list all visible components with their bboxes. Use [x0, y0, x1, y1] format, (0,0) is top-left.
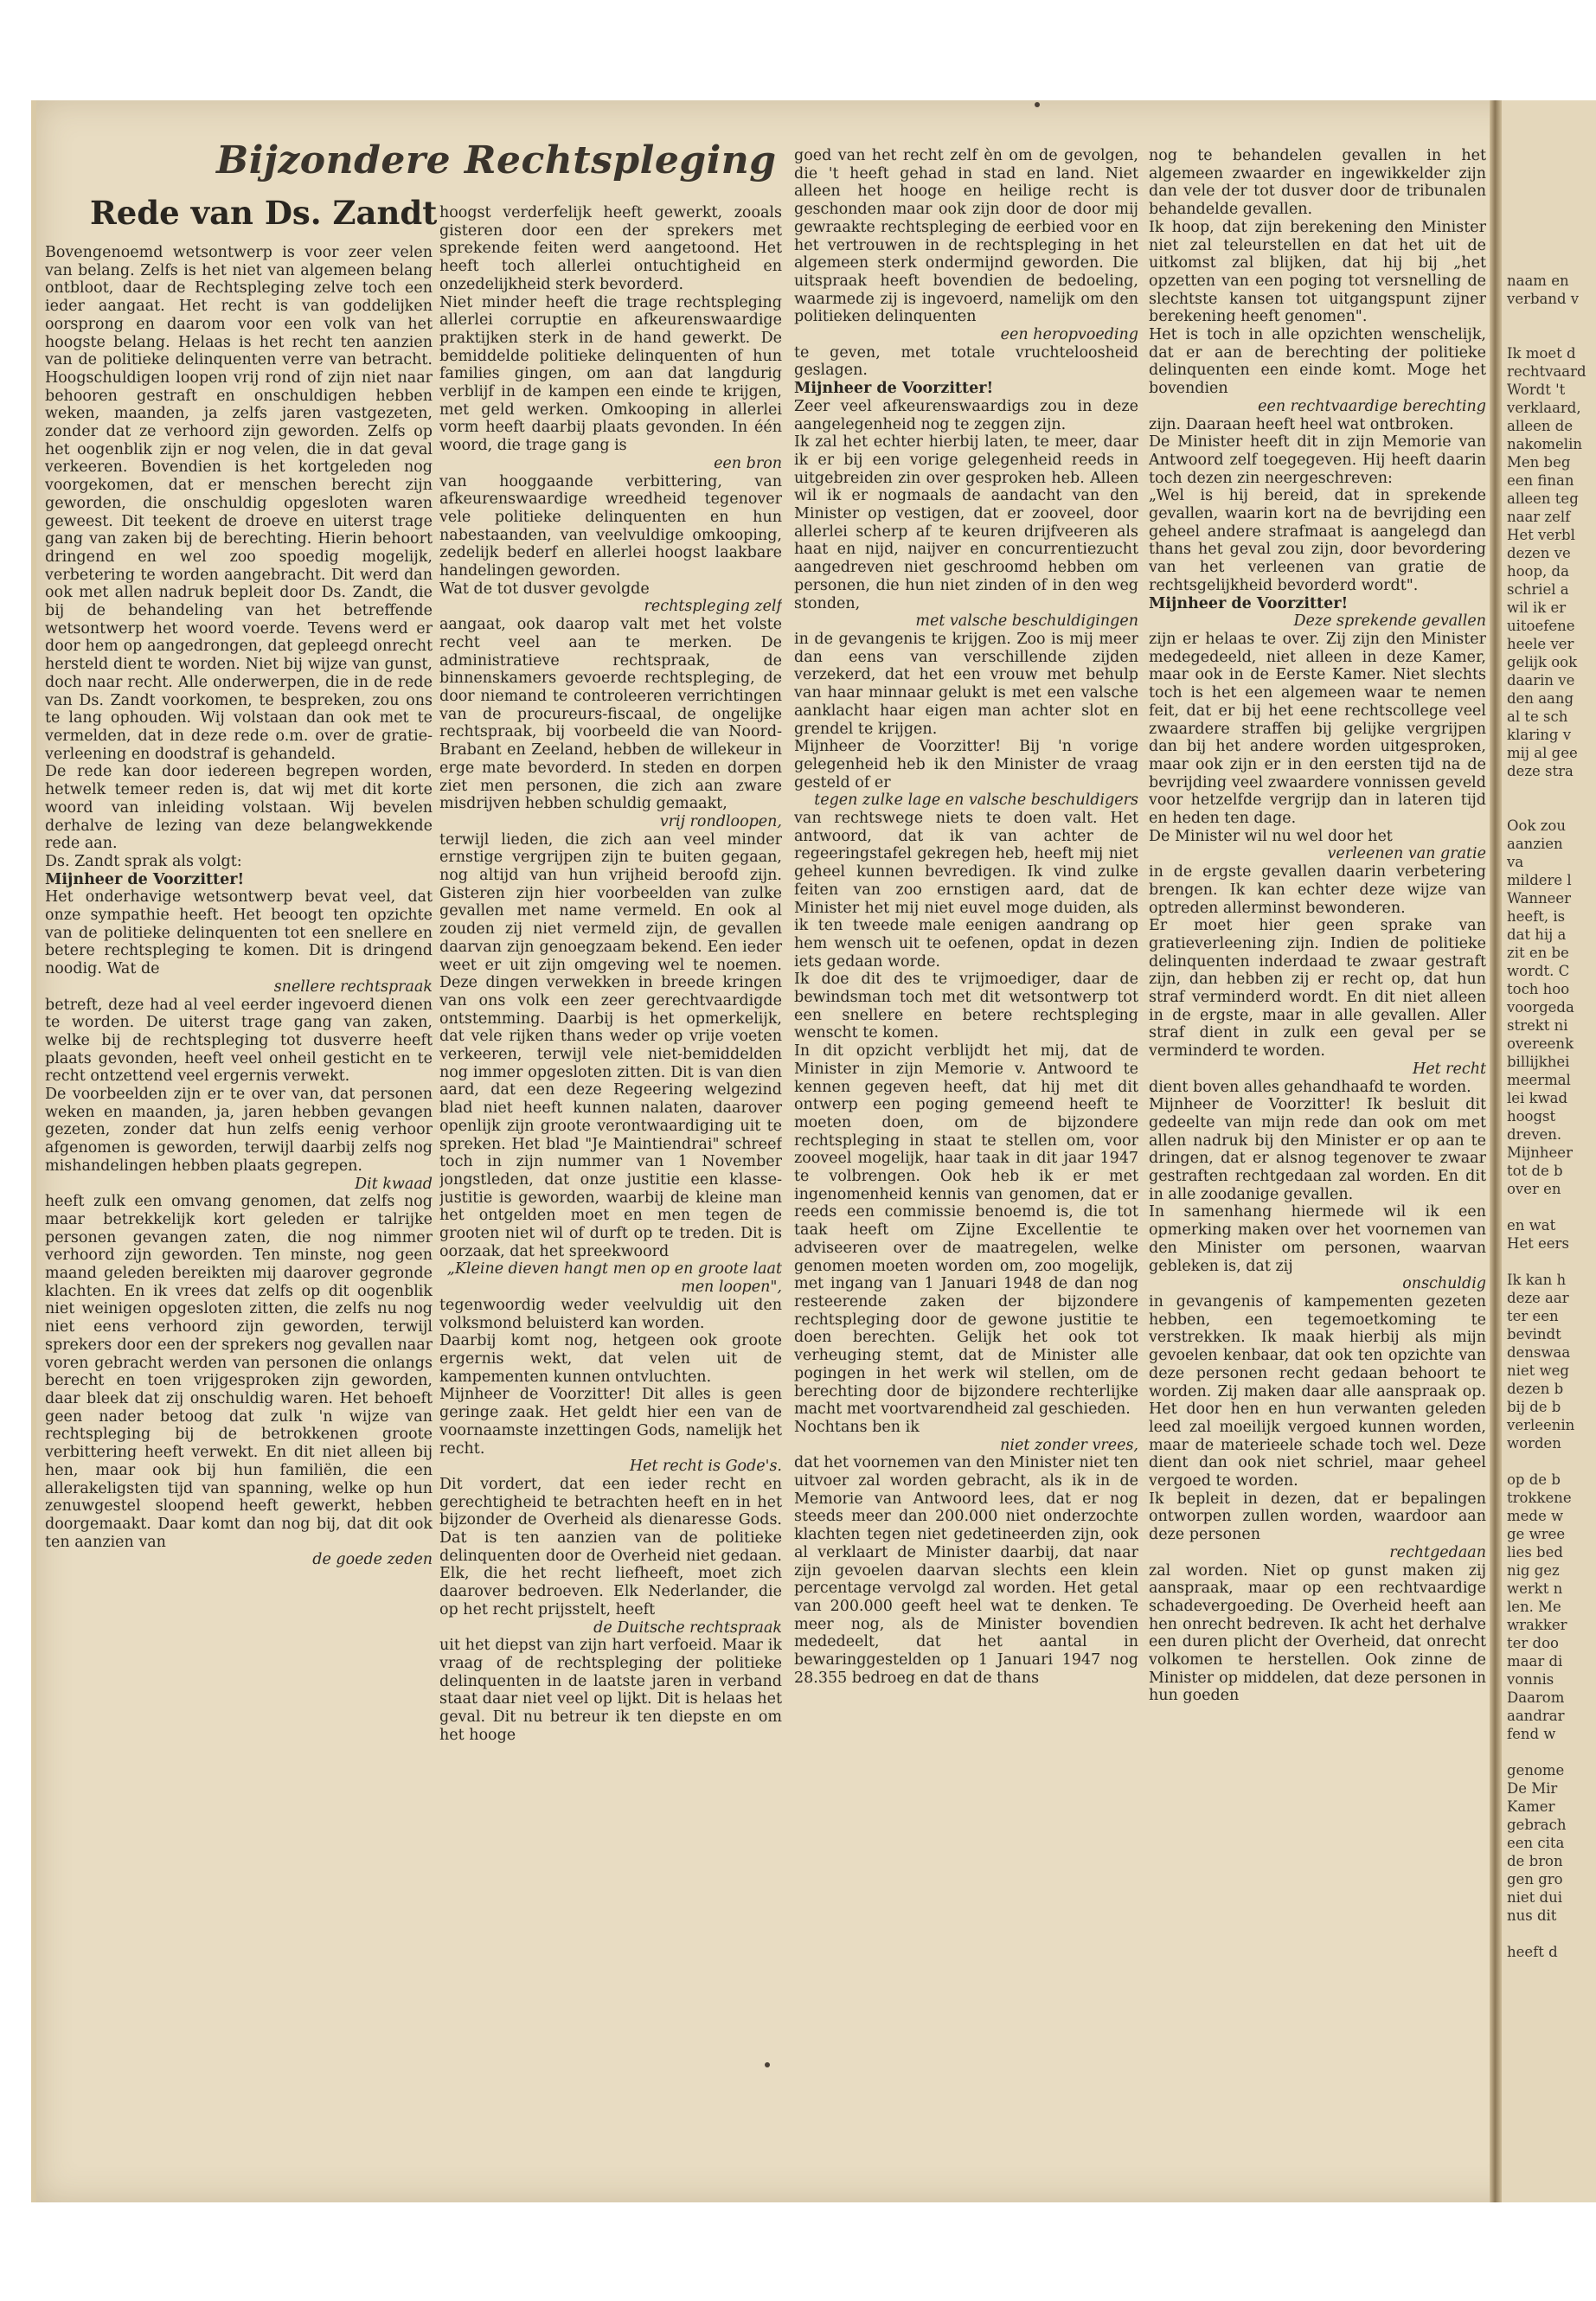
paragraph: Dit vordert, dat een ieder recht en gerechtigheid te betrachten heeft en in het bijzonder de Overheid als dienaresse Gods. Dat is ten aanzien van de politieke delinquenten door de Overheid niet gedaan. Elk, die het recht liefheeft, moet zich daarover bedroeven. Elk Nederlander, die op het recht prijsstelt, heeft — [439, 1475, 782, 1618]
adjacent-page-line: Ik moet d — [1507, 345, 1576, 362]
adjacent-page-line: toch hoo — [1507, 981, 1570, 997]
paragraph: van hooggaande verbittering, van afkeurenswaardige wreedheid tegenover vele politieke delinquenten en hun nabestaanden, van veelvuldige omkooping, zedelijk bederf en allerlei hoogst laakbare handelingen geworden. — [439, 472, 782, 580]
paragraph: Er moet hier geen sprake van gratieverleening zijn. Indien de politieke delinquenten inderdaad te zwaar gestraft zijn, dan hebben zij er recht op, dat hun straf verminderd wordt. En dit niet alleen in de ergste, maar in alle gevallen. Aller straf dient in zulk een geval per se verminderd te worden. — [1149, 917, 1486, 1061]
paragraph: In dit opzicht verblijdt het mij, dat de Minister in zijn Memorie v. Antwoord te kennen gegeven heeft, dat hij met dit ontwerp een poging gemeend heeft te moeten doen, om de bijzondere rechtspleging in staat te stellen om, voor zooveel mogelijk, haar taak in dit jaar 1947 te volbrengen. Ook heb ik er met ingenomenheid kennis van genomen, dat er reeds een commissie benoemd is, die tot taak heeft om Zijne Excellentie te adviseeren over de maatregelen, welke genomen moeten worden om, zoo mogelijk, met ingang van 1 Januari 1948 de dan nog resteerende zaken der bijzondere rechtspleging door de gewone justitie te doen berechten. Gelijk het ook tot verheuging stemt, dat de Minister alle pogingen in het werk wil stellen, om de berechting door de bijzondere rechterlijke macht met voortvarendheid zal geschieden. — [794, 1042, 1138, 1419]
paragraph: De voorbeelden zijn er te over van, dat personen weken en maanden, ja, jaren hebben gevangen gezeten, zonder dat hun zelfs eenig verhoor afgenomen is geworden, terwijl daarbij zelfs nog mishandelingen hebben plaats gegrepen. — [45, 1086, 433, 1175]
adjacent-page-line: ter doo — [1507, 1635, 1559, 1651]
paragraph: Mijnheer de Voorzitter! Ik besluit dit gedeelte van mijn rede dan ook om met allen nadruk bij den Minister er op aan te dringen, dat er alsnog tegenover te zwaar gestraften rechtgedaan zal worden. En dit in alle zoodanige gevallen. — [1149, 1096, 1486, 1203]
adjacent-page-line: mildere l — [1507, 872, 1572, 888]
column-4 — [1149, 147, 1486, 1705]
adjacent-page-line: deze aar — [1507, 1290, 1569, 1306]
adjacent-page-line: va — [1507, 854, 1524, 870]
subheading: „Kleine dieven hangt men op en groote laat men loopen", — [446, 1260, 782, 1297]
paragraph: Mijnheer de Voorzitter! — [45, 870, 245, 888]
paragraph: van rechtswege niets te doen valt. Het antwoord, dat ik van achter de regeeringstafel gekregen heb, heeft mij niet geheel kunnen bevredigen. Ik vind zulke feiten van zoo ernstigen aard, dat de Minister het mij niet euvel moge duiden, als ik ten tweede male eenigen aandrang op hem wensch uit te oefenen, opdat in dezen iets gedaan worde. — [794, 810, 1138, 971]
adjacent-page-line: Het verbl — [1507, 527, 1575, 543]
adjacent-page-line: schriel a — [1507, 581, 1569, 598]
paragraph: De Minister heeft dit in zijn Memorie van Antwoord zelf toegegeven. Hij heeft daarin toch dezen zin neergeschreven: — [1149, 433, 1486, 487]
paragraph: Het is toch in alle opzichten wenschelijk, dat er aan de berechting der politieke delinquenten een einde komt. Moge het bovendien — [1149, 326, 1486, 398]
subheading: Deze sprekende gevallen — [1293, 612, 1486, 631]
adjacent-page-line: wil ik er — [1507, 599, 1567, 616]
paragraph: in de ergste gevallen daarin verbetering brengen. Ik kan echter deze wijze van optreden allerminst bewonderen. — [1149, 863, 1486, 917]
adjacent-page-text — [1502, 100, 1596, 1961]
adjacent-page-line: maar di — [1507, 1653, 1563, 1670]
subheading: rechtgedaan — [1389, 1543, 1486, 1561]
adjacent-page-line: Het eers — [1507, 1235, 1569, 1252]
adjacent-page-line: ge wree — [1507, 1526, 1566, 1542]
adjacent-page-line — [1502, 1925, 1596, 1943]
adjacent-page-line: Wordt 't — [1507, 381, 1566, 398]
adjacent-page-line: len. Me — [1507, 1599, 1561, 1615]
adjacent-page-line: bevindt — [1507, 1326, 1561, 1343]
adjacent-page-line: nakomelin — [1507, 436, 1582, 452]
adjacent-page-line: verleenin — [1507, 1417, 1575, 1433]
adjacent-page-line: De Mir — [1507, 1780, 1558, 1797]
adjacent-page-line: dezen b — [1507, 1381, 1564, 1397]
adjacent-page-line: bij de b — [1507, 1399, 1561, 1415]
adjacent-page-line: aandrar — [1507, 1708, 1565, 1724]
subheading: snellere rechtspraak — [273, 977, 433, 996]
adjacent-page-line: Mijnheer — [1507, 1144, 1573, 1161]
adjacent-page-line: alleen de — [1507, 418, 1574, 434]
adjacent-page-line: ter een — [1507, 1308, 1559, 1324]
adjacent-page-line: niet weg — [1507, 1362, 1569, 1379]
adjacent-page-line: genome — [1507, 1762, 1565, 1779]
paragraph: In samenhang hiermede wil ik een opmerking maken over het voornemen van den Minister om personen, waarvan gebleken is, dat zij — [1149, 1203, 1486, 1275]
adjacent-page-line: Daarom — [1507, 1689, 1565, 1706]
adjacent-page-line: nus dit — [1507, 1907, 1557, 1924]
adjacent-page-line: vonnis — [1507, 1671, 1554, 1688]
section-kicker: Bijzondere Rechtspleging — [216, 138, 777, 183]
adjacent-page-line: overeenk — [1507, 1035, 1574, 1052]
subheading: de Duitsche rechtspraak — [593, 1618, 782, 1637]
adjacent-page-line: Ik kan h — [1507, 1272, 1567, 1288]
adjacent-page-line: verband v — [1507, 291, 1580, 307]
adjacent-page-line: den aang — [1507, 690, 1574, 707]
paragraph: Mijnheer de Voorzitter! Dit alles is geen geringe zaak. Het geldt hier een van de voornaamste inzettingen Gods, namelijk het recht. — [439, 1386, 782, 1458]
adjacent-page-line: een cita — [1507, 1835, 1565, 1851]
paragraph: Niet minder heeft die trage rechtspleging allerlei corruptie en afkeurenswaardige praktijken sterk in de hand gewerkt. De bemiddelde politieke delinquenten of hun families gingen, om aan dat langdurig verblijf in de kampen een einde te krijgen, met geld werken. Omkooping in allerlei vorm heeft daarbij plaats gevonden. In één woord, die trage gang is — [439, 293, 782, 455]
subheading: met valsche beschuldigingen — [915, 612, 1138, 631]
subheading: niet zonder vrees, — [1000, 1436, 1138, 1454]
adjacent-page-line — [1502, 1198, 1596, 1216]
paragraph: hoogst verderfelijk heeft gewerkt, zooals gisteren door een der sprekers met sprekende feiten werd aangetoond. Het heeft toch allerlei ontuchtigheid en onzedelijkheid sterk bevorderd. — [439, 204, 782, 293]
adjacent-page-line: dezen ve — [1507, 545, 1571, 561]
adjacent-page-line: de bron — [1507, 1853, 1563, 1869]
paragraph: Daarbij komt nog, hetgeen ook groote ergernis wekt, dat velen uit de kampementen kunnen ontvluchten. — [439, 1332, 782, 1386]
adjacent-page-line: hoogst — [1507, 1108, 1556, 1125]
adjacent-page-line: worden — [1507, 1435, 1561, 1452]
adjacent-page-line: meermal — [1507, 1072, 1571, 1088]
subheading: een rechtvaardige berechting — [1258, 397, 1486, 415]
adjacent-page-line: zit en be — [1507, 945, 1569, 961]
adjacent-page-line — [1502, 780, 1596, 798]
adjacent-page-line: mij al gee — [1507, 745, 1578, 761]
paragraph: Mijnheer de Voorzitter! — [1149, 594, 1349, 612]
adjacent-page-line: mede w — [1507, 1508, 1564, 1524]
paragraph: zal worden. Niet op gunst maken zij aanspraak, maar op een rechtvaardige schadevergoeding. De Overheid heeft aan hen onrecht bedreven. Ik acht het derhalve een duren plicht der Overheid, dat onrecht volkomen te herstellen. Ook zinne de Minister op middelen, dat deze personen in hun goeden — [1149, 1561, 1486, 1705]
paragraph: Het onderhavige wetsontwerp bevat veel, dat onze sympathie heeft. Het beoogt ten opzichte van de politieke delinquenten tot een snellere en betere rechtspleging te komen. Dit is dringend noodig. Wat de — [45, 888, 433, 978]
paragraph: Wat de tot dusver gevolgde — [439, 580, 650, 598]
paragraph: Nochtans ben ik — [794, 1418, 920, 1436]
paragraph: De rede kan door iedereen begrepen worden, hetwelk temeer reden is, dat wij met dit korte woord van inleiding volstaan. Wij bevelen derhalve de lezing van deze belangwekkende rede aan. — [45, 763, 433, 853]
adjacent-page-line: heeft d — [1507, 1944, 1558, 1960]
subheading: verleenen van gratie — [1327, 845, 1486, 863]
adjacent-page-line: heele ver — [1507, 636, 1574, 652]
adjacent-page-line: dreven. — [1507, 1126, 1562, 1143]
adjacent-page-line: naar zelf — [1507, 509, 1571, 525]
adjacent-page-line: al te sch — [1507, 708, 1568, 725]
paragraph: Ik bepleit in dezen, dat er bepalingen ontworpen zullen worden, waardoor aan deze personen — [1149, 1490, 1486, 1544]
paragraph: uit het diepst van zijn hart verfoeid. Maar ik vraag of de rechtspleging der politieke delinquenten in de laatste jaren in verband staat daar niet veel op lijkt. Dit is helaas het geval. Dit nu betreur ik ten diepste en om het hooge — [439, 1637, 782, 1744]
adjacent-page-line: klaring v — [1507, 727, 1572, 743]
paragraph: Ik hoop, dat zijn berekening den Minister niet zal teleurstellen en dat het uit de uitkomst zal blijken, dat hij bij „het opzetten van een poging tot versnelling de slechtste kansen tot uitgangspunt zijner berekening heeft genomen". — [1149, 218, 1486, 326]
paragraph: dat het voornemen van den Minister niet ten uitvoer zal worden gebracht, als ik in de Memorie van Antwoord lees, dat er nog steeds meer dan 200.000 niet onderzochte klachten tegen niet gedetineerden zijn, ook al verklaart de Minister daarbij, dat naar zijn gevoelen daarvan slechts een klein percentage vervolgd zal worden. Het getal van 200.000 geeft heel wat te denken. Te meer nog, als de Minister bovendien mededeelt, dat het aantal in bewaringgestelden op 1 Januari 1947 nog 28.355 bedroeg en dat de thans — [794, 1454, 1138, 1687]
adjacent-page-line: heeft, is — [1507, 908, 1566, 925]
adjacent-page-line: wordt. C — [1507, 963, 1570, 979]
adjacent-page-line: rechtvaard — [1507, 363, 1586, 380]
subheading: de goede zeden — [312, 1551, 433, 1569]
adjacent-page-line: verklaard, — [1507, 400, 1581, 416]
paragraph: Ik zal het echter hierbij laten, te meer, daar ik er bij een vorige gelegenheid reeds in uitgebreiden zin over gesproken heb. Alleen wil ik er nogmaals de aandacht van den Minister op vestigen, dat er zooveel, door allerlei scherp af te keuren drijfveeren als haat en nijd, naijver en concurrentiezucht aangedreven niet geschroomd hebben om personen, die hun niet zinden of in den weg stonden, — [794, 433, 1138, 612]
adjacent-page-line: werkt n — [1507, 1580, 1563, 1597]
adjacent-page-line: lei kwad — [1507, 1090, 1568, 1106]
paragraph: Bovengenoemd wetsontwerp is voor zeer velen van belang. Zelfs is het niet van algemeen belang ontbloot, daar de Rechtspleging zelve toch een ieder aangaat. Het recht is van goddelijken oorsprong en daarom voor een volk van het hoogste belang. Helaas is het recht ten aanzien van de politieke delinquenten verre van betracht. Hoogschuldigen loopen vrij rond of zijn niet naar behooren gestraft en onschuldigen hebben weken, maanden, ja zelfs jaren vastgezeten, zonder dat ze verhoord zijn geworden. Zelfs op het oogenblik zijn er nog velen, die in dat geval verkeeren. Bovendien is het kortgeleden nog voorgekomen, dat er menschen berecht zijn geworden, die onschuldig opgesloten waren geweest. Dit teekent de droeve en uiterst trage gang van zaken bij de berechting. Hierin behoort dringend en wel zoo spoedig mogelijk, verbetering te worden aangebracht. Dit werd dan ook met allen nadruk bepleit door Ds. Zandt, die bij de behandeling van het betreffende wetsontwerp het woord voerde. Tevens werd er door hem op aangedrongen, dat gepleegd onrecht hersteld dient te worden. Niet bij wijze van gunst, doch naar recht. Alle onderwerpen, die in de rede van Ds. Zandt voorkomen, te bespreken, zou ons te lang ophouden. Wij volstaan dan ook met te vermelden, dat in deze rede o.m. over de gratie-verleening en doodstraf is gehandeld. — [45, 244, 433, 763]
adjacent-page-line: een finan — [1507, 472, 1574, 489]
adjacent-page-line: naam en — [1507, 272, 1569, 289]
column-1 — [45, 244, 433, 1569]
adjacent-page-line — [1502, 1253, 1596, 1271]
adjacent-page-line: nig gez — [1507, 1562, 1560, 1579]
paragraph: zijn. Daaraan heeft heel wat ontbroken. — [1149, 415, 1454, 433]
adjacent-page-line: trokkene — [1507, 1490, 1572, 1506]
subheading: een bron — [714, 454, 782, 472]
adjacent-page-line: hoop, da — [1507, 563, 1569, 580]
adjacent-page-line: niet dui — [1507, 1889, 1563, 1906]
adjacent-page-line: Ook zou — [1507, 817, 1566, 834]
paragraph: Zeer veel afkeurenswaardigs zou in deze aangelegenheid nog te zeggen zijn. — [794, 397, 1138, 433]
adjacent-page-line: lies bed — [1507, 1544, 1563, 1561]
ink-speck — [765, 2062, 770, 2067]
paragraph: tegenwoordig weder veelvuldig uit den volksmond beluisterd kan worden. — [439, 1296, 782, 1332]
paragraph: terwijl lieden, die zich aan veel minder ernstige vergrijpen zijn te buiten gegaan, nog altijd van hun vrijheid beroofd zijn. Gisteren zijn hier voorbeelden van zulke gevallen met name vermeld. En ook al zouden zij niet vermeld zijn, de gevallen daarvan zijn genoegzaam bekend. Een ieder weet er uit zijn omgeving wel te noemen. Deze dingen verwekken in breede kringen van ons volk een zeer gerechtvaardigde ontstemming. Daarbij is het opmerkelijk, dat vele rijken thans weder op vrije voeten verkeeren, terwijl vele niet-bemiddelden nog immer opgesloten zitten. Dit is van dien aard, dat een deze Regeering welgezind blad niet heeft kunnen nalaten, daarover openlijk zijn groote verontwaardiging uit te spreken. Het blad "Je Maintiendrai" schreef toch in zijn nummer van 1 November jongstleden, dat onze justitie een klasse-justitie is geworden, waarbij de kleine man het ontgelden moet en men tegen de grooten niet wil of durft op te treden. Dit is oorzaak, dat het spreekwoord — [439, 830, 782, 1260]
ink-speck — [1035, 102, 1040, 107]
column-2 — [439, 204, 782, 1744]
paragraph: goed van het recht zelf èn om de gevolgen, die 't heeft gehad in stad en land. Niet alleen het hooge en heilige recht is geschonden maar ook zijn door de door mij gewraakte rechtspleging de eerbied voor en het vertrouwen in de rechtspleging in het algemeen sterk ondermijnd geworden. Die uitspraak heeft bovendien de bedoeling, waarmede zij is ingevoerd, namelijk om den politieken delinquenten — [794, 147, 1138, 326]
adjacent-page-line: fend w — [1507, 1726, 1556, 1742]
paragraph: betreft, deze had al veel eerder ingevoerd dienen te worden. De uiterst trage gang van zaken, welke bij de rechtspleging tot dusverre heeft plaats gevonden, heeft veel onheil gesticht en te recht ontzettend veel ergernis verwekt. — [45, 996, 433, 1086]
paragraph: Mijnheer de Voorzitter! — [794, 380, 994, 398]
paragraph: dient boven alles gehandhaafd te worden. — [1149, 1078, 1471, 1096]
paragraph: De Minister wil nu wel door het — [1149, 827, 1393, 845]
adjacent-page-line: gelijk ook — [1507, 654, 1578, 670]
adjacent-page-line — [1502, 1452, 1596, 1471]
page-fold — [1490, 100, 1502, 2202]
adjacent-page-line: alleen teg — [1507, 490, 1579, 507]
subheading: tegen zulke lage en valsche beschuldigers — [814, 792, 1138, 810]
subheading: Het recht — [1412, 1060, 1486, 1078]
paragraph: Ik doe dit des te vrijmoediger, daar de bewindsman toch met dit wetsontwerp tot een snellere en betere rechtspleging wenscht te komen. — [794, 971, 1138, 1042]
adjacent-page-line: daarin ve — [1507, 672, 1575, 689]
adjacent-page-line — [1502, 798, 1596, 817]
paragraph: in de gevangenis te krijgen. Zoo is mij meer dan eens van verschillende zijden verzekerd, dat het een vrouw met behulp van haar minnaar gelukt is met een valsche aanklacht haar eigen man achter slot en grendel te krijgen. — [794, 630, 1138, 738]
subheading: vrij rondloopen, — [659, 812, 782, 830]
paragraph: in gevangenis of kampementen gezeten hebben, een tegemoetkoming te verstrekken. Ik maak hierbij als mijn gevoelen kenbaar, dat ook ten opzichte van deze personen recht gedaan behoort te worden. Zij maken daar alle aanspraak op. Het door hen en hun verwanten geleden leed zal moeilijk vergoed kunnen worden, maar de materieele schade toch wel. Deze dient dan ook niet schriel, maar geheel vergoed te worden. — [1149, 1293, 1486, 1490]
adjacent-page-line: billijkhei — [1507, 1054, 1570, 1070]
subheading: een heropvoeding — [1000, 326, 1138, 344]
adjacent-page-line: Wanneer — [1507, 890, 1572, 907]
adjacent-page-line — [1502, 326, 1596, 344]
adjacent-page-line: over en — [1507, 1181, 1561, 1197]
adjacent-page-line: aanzien — [1507, 836, 1563, 852]
article-headline: Rede van Ds. Zandt — [90, 194, 438, 232]
paragraph: heeft zulk een omvang genomen, dat zelfs nog maar betrekkelijk kort geleden er talrijke personen gevangen zaten, die nog nimmer verhoord zijn geworden. Ten minste, nog geen maand geleden bereikten mij daarover gegronde klachten. En ik vrees dat zelfs op dit oogenblik niet weinigen opgesloten zitten, die zelfs nu nog niet eens verhoord zijn geworden, terwijl sprekers door een der sprekers nog gevallen naar voren gebracht werden van personen die onlangs berecht en toen vrijgesproken zijn geworden, daar bleek dat zij onschuldig waren. Het behoeft geen nader betoog dat zulk 'n wijze van rechtspleging bij de betrokkenen groote verbittering heeft verwekt. En dit niet alleen bij hen, maar ook bij hun familiën, die een allerakeligsten tijd van spanning, welke op hun zenuwgestel sloopend heeft gewerkt, hebben doorgemaakt. Daar komt dan nog bij, dat dit ook ten aanzien van — [45, 1193, 433, 1551]
subheading: rechtspleging zelf — [644, 598, 782, 616]
adjacent-page-line: Men beg — [1507, 454, 1571, 471]
column-3 — [794, 147, 1138, 1687]
paragraph: Mijnheer de Voorzitter! Bij 'n vorige gelegenheid heb ik den Minister de vraag gesteld of er — [794, 738, 1138, 792]
adjacent-page-line: uitoefene — [1507, 618, 1575, 634]
adjacent-page-line: en wat — [1507, 1217, 1556, 1234]
adjacent-page-line: gebrach — [1507, 1817, 1567, 1833]
adjacent-page-edge — [1502, 100, 1596, 2202]
adjacent-page-line: deze stra — [1507, 763, 1574, 779]
adjacent-page-line: dat hij a — [1507, 926, 1567, 943]
adjacent-page-line: tot de b — [1507, 1163, 1563, 1179]
paragraph: zijn er helaas te over. Zij zijn den Minister medegedeeld, niet alleen in deze Kamer, maar ook in de Eerste Kamer. Niet slechts toch is het een algemeen waar te nemen feit, dat er bij het eene rechtscollege veel zwaardere straffen bij gelijke vergrijpen dan bij het andere worden uitgesproken, maar ook zijn er in den eersten tijd na de bevrijding veel zwaardere vonnissen geveld voor hetzelfde vergrijp dan in lateren tijd en heden ten dage. — [1149, 630, 1486, 828]
adjacent-page-line — [1502, 308, 1596, 326]
adjacent-page-line: denswaa — [1507, 1344, 1571, 1361]
subheading: onschuldig — [1402, 1275, 1486, 1293]
paragraph: nog te behandelen gevallen in het algemeen zwaarder en ingewikkelder zijn dan vele der tot dusver door de tribunalen behandelde gevallen. — [1149, 147, 1486, 219]
paragraph: te geven, met totale vruchteloosheid geslagen. — [794, 343, 1138, 380]
subheading: Dit kwaad — [355, 1175, 433, 1193]
adjacent-page-line — [1502, 1743, 1596, 1761]
paragraph: „Wel is hij bereid, dat in sprekende gevallen, waarin kort na de bevrijding een geheel andere strafmaat is aangelegd dan thans het geval zou zijn, door bevordering van het verleenen van gratie de rechtsgelijkheid bevorderd wordt". — [1149, 487, 1486, 594]
adjacent-page-line: op de b — [1507, 1471, 1561, 1488]
adjacent-page-line: gen gro — [1507, 1871, 1563, 1888]
adjacent-page-line: strekt ni — [1507, 1017, 1568, 1034]
subheading: Het recht is Gode's. — [629, 1458, 782, 1476]
paragraph: Ds. Zandt sprak als volgt: — [45, 852, 242, 870]
adjacent-page-line: Kamer — [1507, 1798, 1555, 1815]
adjacent-page-line: voorgeda — [1507, 999, 1574, 1016]
adjacent-page-line: wrakker — [1507, 1617, 1567, 1633]
paragraph: aangaat, ook daarop valt met het volste recht veel aan te merken. De administratieve rechtspraak, de binnenskamers gevoerde rechtspleging, de door niemand te controleeren verrichtingen van de procureurs-fiscaal, de ongelijke rechtspraak, bij voorbeeld die van Noord-Brabant en Zeeland, hebben de willekeur in erge mate bevorderd. In steden en dorpen ziet men personen, die zich aan zware misdrijven hebben schuldig gemaakt, — [439, 616, 782, 813]
